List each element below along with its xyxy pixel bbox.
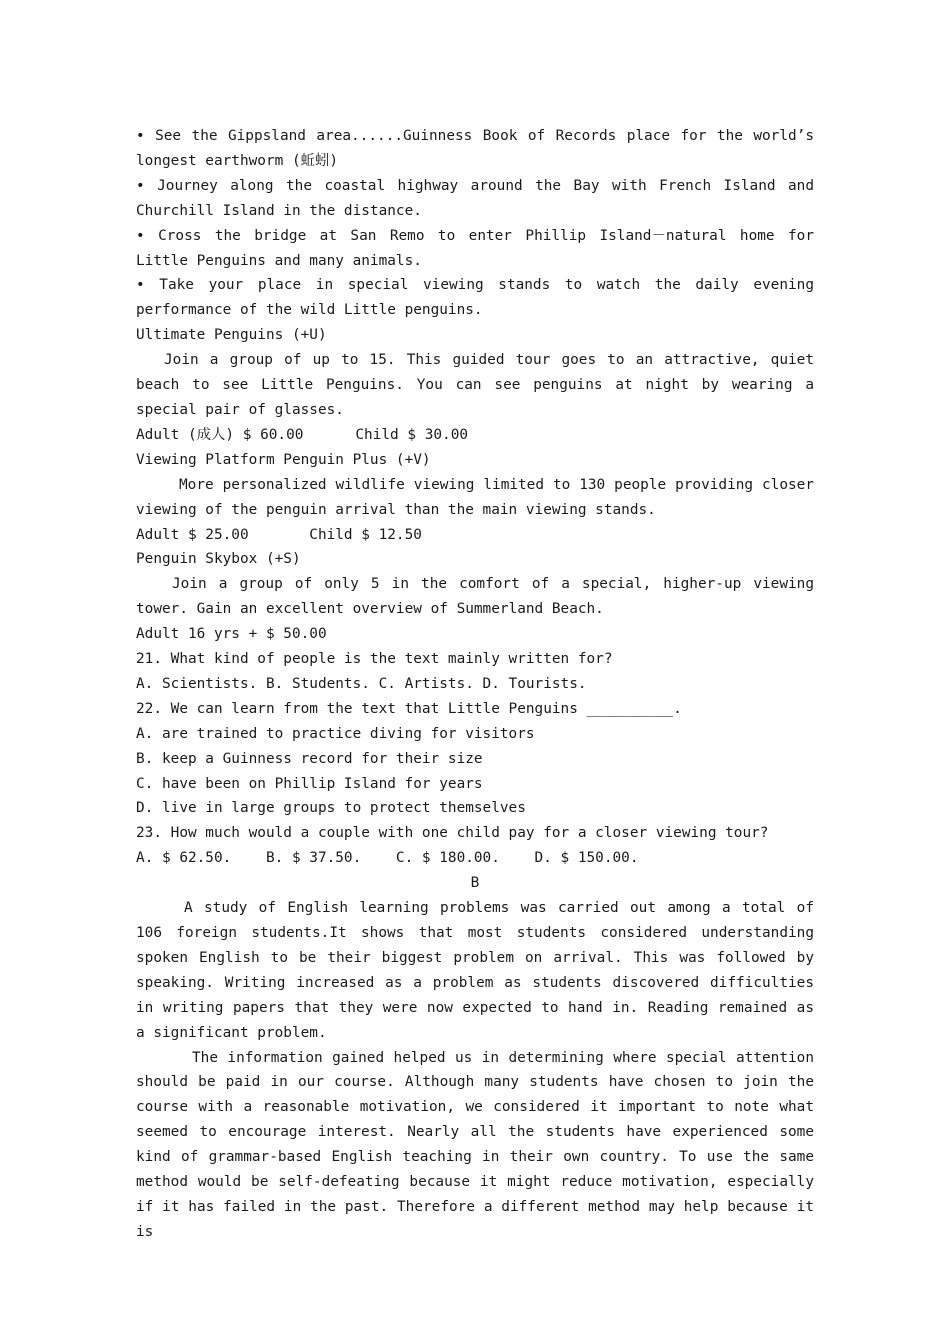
question-22-option-a: A. are trained to practice diving for visitors xyxy=(136,725,535,742)
tour-title-skybox: Penguin Skybox (+S) xyxy=(136,551,301,568)
passage-b-paragraph-2: The information gained helped us in determining where special attention should be paid in our course. Although many students have chosen to join the course with a reasonable motivation, we considered it important to note what seemed to encourage interest. Nearly all the students have experienced some kind of grammar-based English teaching in their own country. To use the same method would be self-defeating because it might reduce motivation, especially if it has failed in the past. Therefore a different method may help because it is xyxy=(136,1049,814,1240)
question-21-options: A. Scientists. B. Students. C. Artists. D. Tourists. xyxy=(136,675,587,692)
tour-desc-platform: More personalized wildlife viewing limited to 130 people providing closer viewing of the penguin arrival than the main viewing stands. xyxy=(136,476,814,518)
question-22-option-b: B. keep a Guinness record for their size xyxy=(136,750,483,767)
question-23-stem: 23. How much would a couple with one child pay for a closer viewing tour? xyxy=(136,825,769,842)
question-22-option-c: C. have been on Phillip Island for years xyxy=(136,775,483,792)
tour-price-ultimate: Adult (成人) $ 60.00 Child $ 30.00 xyxy=(136,426,469,443)
document-page xyxy=(136,124,814,1245)
tour-desc-ultimate: Join a group of up to 15. This guided tour goes to an attractive, quiet beach to see Little Penguins. You can see penguins at night by wearing a special pair of glasses. xyxy=(136,352,814,418)
tour-title-platform: Viewing Platform Penguin Plus (+V) xyxy=(136,451,431,468)
tour-price-skybox: Adult 16 yrs + $ 50.00 xyxy=(136,626,327,643)
passage-b-heading: B xyxy=(470,875,480,892)
question-23-options: A. $ 62.50. B. $ 37.50. C. $ 180.00. D. $ 150.00. xyxy=(136,850,639,867)
question-21-stem: 21. What kind of people is the text mainly written for? xyxy=(136,651,613,668)
question-22-option-d: D. live in large groups to protect themselves xyxy=(136,800,526,817)
tour-desc-skybox: Join a group of only 5 in the comfort of a special, higher-up viewing tower. Gain an excellent overview of Summerland Beach. xyxy=(136,576,814,618)
itinerary-item-gippsland: • See the Gippsland area......Guinness Book of Records place for the world’s longest earthworm (蚯蚓) xyxy=(136,128,814,169)
passage-b-paragraph-1: A study of English learning problems was carried out among a total of 106 foreign students.It shows that most students considered understanding spoken English to be their biggest problem on arrival. This was followed by speaking. Writing increased as a problem as students discovered difficulties in writing papers that they were now expected to hand in. Reading remained as a significant problem. xyxy=(136,900,814,1041)
itinerary-item-coastal-highway: • Journey along the coastal highway around the Bay with French Island and Churchill Island in the distance. xyxy=(136,177,814,219)
tour-title-ultimate: Ultimate Penguins (+U) xyxy=(136,327,327,344)
itinerary-item-san-remo-bridge: • Cross the bridge at San Remo to enter Phillip Island－natural home for Little Penguins and many animals. xyxy=(136,227,814,269)
question-22-stem: 22. We can learn from the text that Little Penguins __________. xyxy=(136,700,682,717)
itinerary-item-viewing-stands: • Take your place in special viewing stands to watch the daily evening performance of the wild Little penguins. xyxy=(136,277,814,319)
tour-price-platform: Adult $ 25.00 Child $ 12.50 xyxy=(136,526,422,543)
